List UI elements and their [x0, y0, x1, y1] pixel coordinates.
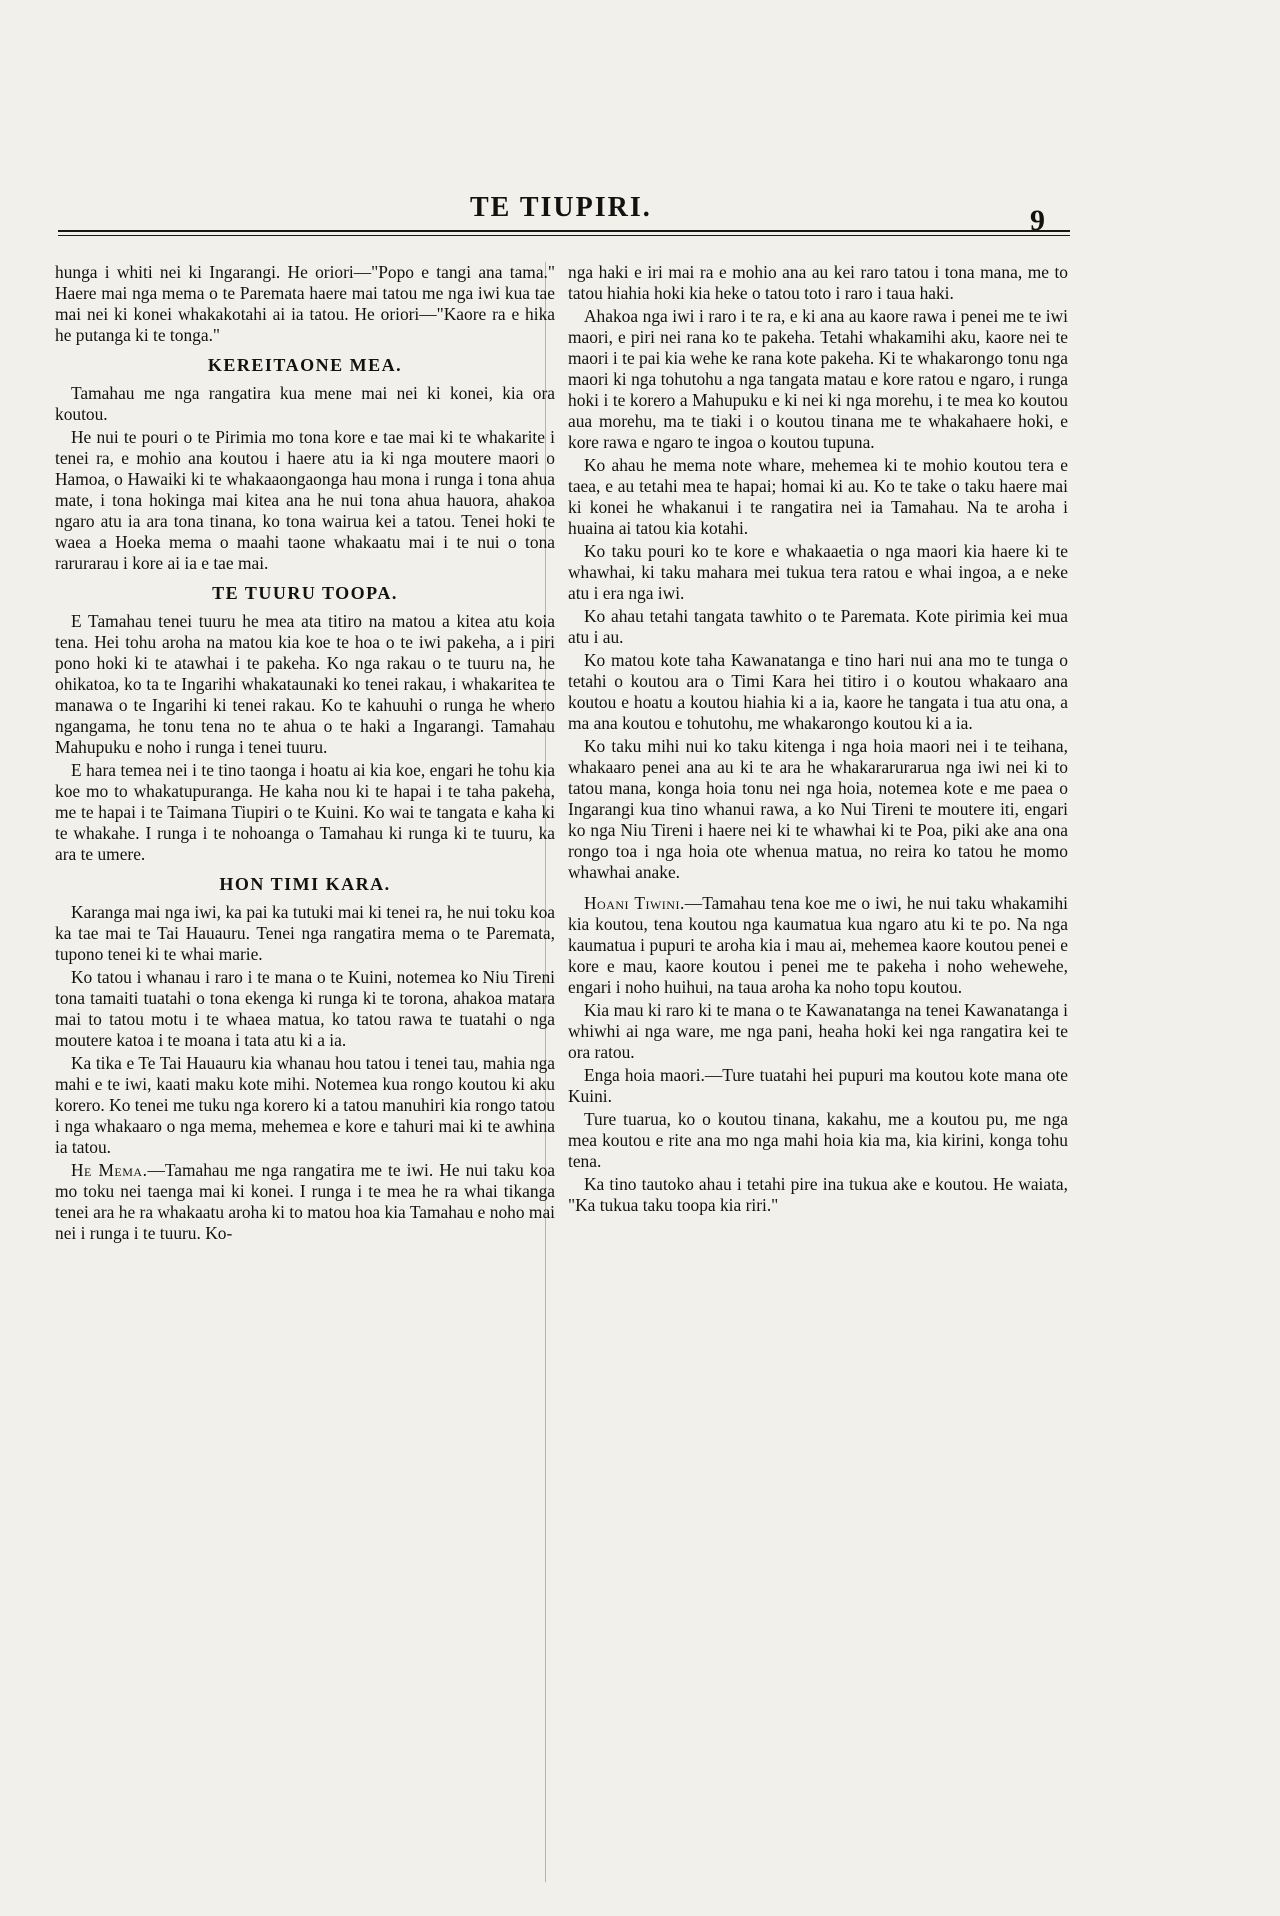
page-header — [0, 178, 1280, 238]
section-heading: HON TIMI KARA. — [219, 874, 391, 894]
paragraph — [55, 1160, 555, 1244]
paragraph: nga haki e iri mai ra e mohio ana au kei raro tatou i tona mana, me to tatou hiahia hoki kia heke o tatou toto i raro i taua haki. — [568, 262, 1068, 303]
paragraph: Enga hoia maori.—Ture tuatahi hei pupuri ma koutou kote mana ote Kuini. — [568, 1065, 1068, 1106]
paragraph: Ko matou kote taha Kawanatanga e tino hari nui ana mo te tunga o tetahi o koutou ara o Timi Kara hei titiro i o koutou whakaaro ana koutou e hoatu a koutou hiahia ki a ia, kaore he tangata i tua atu ona, a ma ana koutou e tohutohu, me whakarongo koutou ki a ia. — [568, 650, 1068, 733]
section-heading: KEREITAONE MEA. — [207, 355, 403, 375]
paragraph: Ko tatou i whanau i raro i te mana o te Kuini, notemea ko Niu Tireni tona tamaiti tuatahi o tona ekenga ki runga ki te torona, ahakoa matara mai to tatou motu i te whaea matua, ko tatou rawa te tuatahi o nga moutere katoa i te moana i tata atu ki a ia. — [55, 967, 555, 1050]
section-heading: TE TUURU TOOPA. — [212, 583, 398, 603]
page-number: 9 — [1030, 204, 1045, 237]
paragraph: Ture tuarua, ko o koutou tinana, kakahu, me a koutou pu, me nga mea koutou e rite ana mo nga mahi hoia kia ma, kia kirini, konga tohu tena. — [568, 1109, 1068, 1171]
paragraph: Ko taku pouri ko te kore e whakaaetia o nga maori kia haere ki te whawhai, ki taku mahara mei tukua tera ratou e whai ingoa, a e neke atu i era nga iwi. — [568, 541, 1068, 603]
paragraph: Ko ahau tetahi tangata tawhito o te Paremata. Kote pirimia kei mua atu i au. — [568, 606, 1068, 647]
paragraph: Ko ahau he mema note whare, mehemea ki te mohio koutou tera e taea, e au tetahi mea te hapai; homai ki au. Ko te take o taku haere mai ki konei he whakanui i te rangatira nei ia Tamahau. Na te aroha i huaina ai tatou kia kotahi. — [568, 455, 1068, 538]
paragraph: hunga i whiti nei ki Ingarangi. He oriori—"Popo e tangi ana tama." Haere mai nga mema o te Paremata haere mai tatou me nga iwi kua tae mai nei ki konei whakakotahi ai ia tatou. He oriori—"Kaore ra e hika he putanga ki te tonga." — [55, 262, 555, 345]
speaker-name: Hoani Tiwini. — [584, 893, 685, 913]
paragraph: E Tamahau tenei tuuru he mea ata titiro na matou a kitea atu koia tena. Hei tohu aroha na matou kia koe te hoa o te iwi pakeha, a i piri pono hoki ki te atawhai i te pakeha. Ko nga rakau o te tuuru na, he ohikatoa, ko ta te Ingarihi whakataunaki ko tenei rakau, i whakaritea te manawa o te Ingarihi ki tenei rakau. Ko te kahuuhi o runga he whero ngangama, he tonu tena no te ahua o te haki a Ingarangi. Tamahau Mahupuku e noho i runga i tenei tuuru. — [55, 611, 555, 757]
paragraph: Ahakoa nga iwi i raro i te ra, e ki ana au kaore rawa i penei me te iwi maori, e piri nei rana ko te pakeha. Tetahi whakamihi aku, kaore nei te maori i te pai kia wehe ke rana kote pakeha. Ki te whakarongo tonu nga maori ki nga tohutohu a nga tangata matau e kore ratou e ngaro, i runga hoki i te korero a Mahupuku e ki nei ki nga morehu, i te mea ko koutou aua morehu, ma te tiaki i o koutou tinana me te whakahaere hoki, e kore rawa e ngaro te ingoa o koutou tupuna. — [568, 306, 1068, 452]
paragraph: Kia mau ki raro ki te mana o te Kawanatanga na tenei Kawanatanga i whiwhi ai nga ware, me nga pani, heaha hoki kei nga rangatira kei te ora ratou. — [568, 1000, 1068, 1062]
paragraph-text: —Tamahau tena koe me o iwi, he nui taku whakamihi kia koutou, tena koutou nga kaumatua kua ngaro atu ki te po. Na nga kaumatua i pupuri te aroha kia i mau ai, mehemea kaore koutou penei e kore e mau, kaore koutou i penei me te pakeha i noho wehewehe, engari i noho huihui, na taua aroha ka noho topu koutou. — [568, 893, 1068, 997]
paragraph-text: —Tamahau me nga rangatira me te iwi. He nui taku koa mo toku nei taenga mai ki konei. I runga i te mea he ra whai tikanga tenei ara he ra whakaatu aroha ki to matou hoa kia Tamahau e noho mai nei i runga i te tuuru. Ko- — [55, 1160, 555, 1243]
header-rule-thin — [58, 235, 1070, 236]
paragraph: He nui te pouri o te Pirimia mo tona kore e tae mai ki te whakarite i tenei ra, e mohio ana koutou i haere atu ia ki nga moutere maori o Hamoa, o Hawaiki ki te whakaaongaonga hau mona i runga i tona ahua mate, i tona hokinga mai kitea ana he nui tona ahua hauora, ahakoa ngaro atu ia ara tona tinana, ko tona wairua kei a tatou. Tenei hoki te waea a Hoeka mema o maahi taone whakaatu mai i te nui o tona rarurarau i kore ai ia e tae mai. — [55, 427, 555, 573]
paragraph: Tamahau me nga rangatira kua mene mai nei ki konei, kia ora koutou. — [55, 383, 555, 424]
paragraph: Ko taku mihi nui ko taku kitenga i nga hoia maori nei i te teihana, whakaaro penei ana au ki te ara he whakararurarua nga iwi nei ki to tatou mana, konga hoia tonu nei nga hoia, notemea kote e me paea o Ingarangi kua tino whanui rawa, a ko Nui Tireni te moutere iti, engari ko nga Niu Tireni i haere nei ki te whawhai ki te Poa, piki ake ana ona rongo toa i nga hoia ote whenua matua, no reira ko tatou he momo whawhai anake. — [568, 736, 1068, 882]
paragraph — [568, 893, 1068, 998]
paragraph: E hara temea nei i te tino taonga i hoatu ai kia koe, engari he tohu kia koe mo to whakatupuranga. He kaha nou ki te hapai i te taha pakeha, me te hapai i te Taimana Tiupiri o te Kuini. Ko wai te tangata e kaha ki te whakahe. I runga i te nohoanga o Tamahau ki runga ki te tuuru, ka ara te umere. — [55, 760, 555, 864]
paragraph: Karanga mai nga iwi, ka pai ka tutuki mai ki tenei ra, he nui toku koa ka tae mai te Tai Hauauru. Tenei nga rangatira mema o te Paremata, tupono tenei ki te whai marie. — [55, 902, 555, 964]
header-rule — [58, 230, 1070, 232]
paragraph: Ka tika e Te Tai Hauauru kia whanau hou tatou i tenei tau, mahia nga mahi e te iwi, kaati maku kote mihi. Notemea kua rongo koutou ki aku korero. Ko tenei me tuku nga korero ki a tatou manuhiri kia rongo tatou i nga whakaaro o nga mema, mehemea e kore e tahuri mai ki te awhina ia tatou. — [55, 1053, 555, 1157]
speaker-name: He Mema. — [71, 1160, 148, 1180]
right-column — [568, 262, 1068, 1218]
paragraph: Ka tino tautoko ahau i tetahi pire ina tukua ake e koutou. He waiata, "Ka tukua taku toopa kia riri." — [568, 1174, 1068, 1215]
running-title: TE TIUPIRI. — [470, 192, 652, 223]
left-column — [55, 262, 555, 1246]
